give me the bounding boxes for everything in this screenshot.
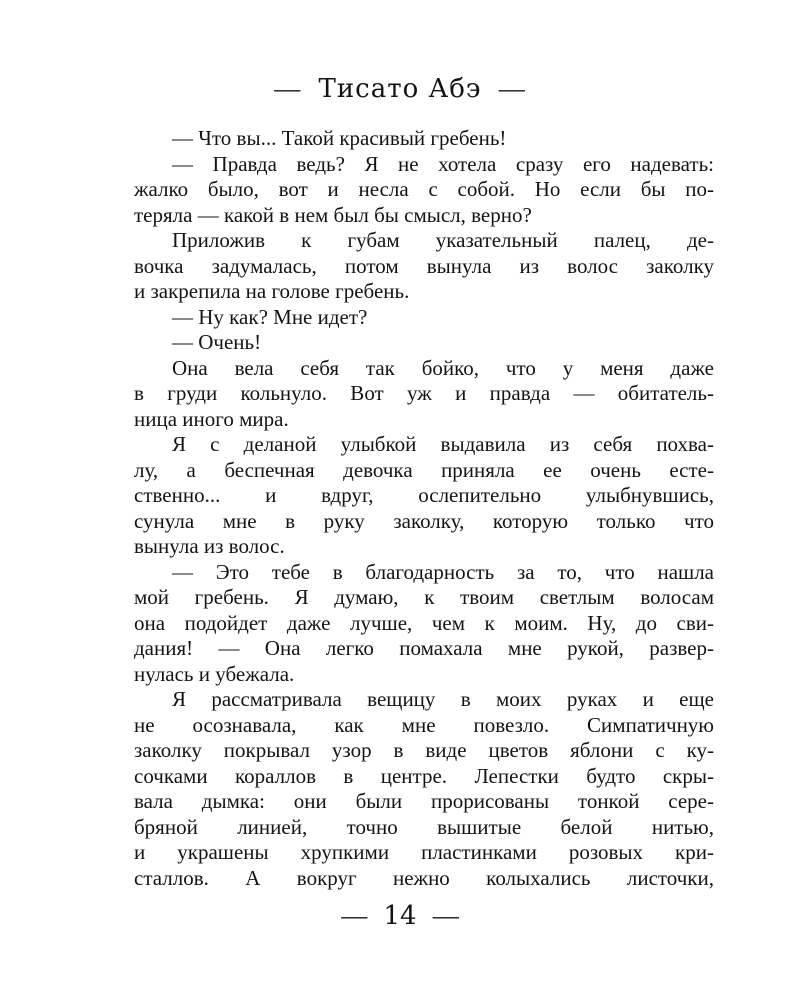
- text-line: — Правда ведь? Я не хотела сразу его надевать:: [172, 151, 714, 176]
- page-footer: [0, 900, 800, 932]
- header-dash-right: —: [498, 74, 526, 103]
- text-line: бряной линией, точно вышитые белой нитью,: [134, 814, 714, 839]
- text-line: и украшены хрупкими пластинками розовых кри-: [134, 840, 714, 864]
- text-line: теряла — какой в нем был бы смысл, верно?: [134, 202, 532, 227]
- text-line: и закрепила на голове гребень.: [134, 279, 410, 303]
- author-name: Тисато Абэ: [318, 74, 482, 104]
- text-line: сунула мне в руку заколку, которую только что: [134, 508, 714, 533]
- page-number: 14: [383, 901, 417, 931]
- text-line: в груди кольнуло. Вот уж и правда — обитатель-: [134, 381, 714, 405]
- body-text: [134, 126, 714, 891]
- text-line: Приложив к губам указательный палец, де-: [172, 228, 714, 252]
- text-line: Она вела себя так бойко, что у меня даже: [172, 355, 714, 380]
- text-line: сочками кораллов в центре. Лепестки будто скры-: [134, 763, 714, 788]
- text-line: Я рассматривала вещицу в моих руках и еще: [172, 687, 714, 711]
- text-line: — Что вы... Такой красивый гребень!: [172, 126, 507, 150]
- text-line: — Очень!: [172, 330, 262, 354]
- text-line: вала дымка: они были прорисованы тонкой сере-: [134, 789, 714, 813]
- text-line: она подойдет даже лучше, чем к моим. Ну, до сви-: [134, 610, 714, 635]
- text-line: заколку покрывал узор в виде цветов яблони с ку-: [134, 738, 714, 762]
- text-line: мой гребень. Я думаю, к твоим светлым волосам: [134, 585, 714, 609]
- text-line: дания! — Она легко помахала мне рукой, развер-: [134, 636, 714, 660]
- text-line: не осознавала, как мне повезло. Симпатичную: [134, 712, 714, 737]
- footer-dash-left: —: [341, 901, 368, 930]
- text-line: Я с деланой улыбкой выдавила из себя похва-: [172, 432, 714, 456]
- text-line: жалко было, вот и несла с собой. Но если бы по-: [134, 177, 714, 201]
- text-line: лу, а беспечная девочка приняла ее очень есте-: [134, 457, 714, 482]
- text-line: нулась и убежала.: [134, 661, 295, 686]
- text-line: вочка задумалась, потом вынула из волос заколку: [134, 253, 714, 278]
- text-line: вынула из волос.: [134, 534, 285, 558]
- text-line: сталлов. А вокруг нежно колыхались листочки,: [134, 865, 714, 890]
- header-dash-left: —: [274, 74, 302, 103]
- text-line: — Ну как? Мне идет?: [172, 304, 368, 329]
- text-line: ница иного мира.: [134, 406, 289, 431]
- footer-dash-right: —: [432, 901, 459, 930]
- running-head: [0, 72, 800, 106]
- text-line: — Это тебе в благодарность за то, что нашла: [172, 559, 714, 584]
- text-line: ственно... и вдруг, ослепительно улыбнувшись,: [134, 483, 714, 507]
